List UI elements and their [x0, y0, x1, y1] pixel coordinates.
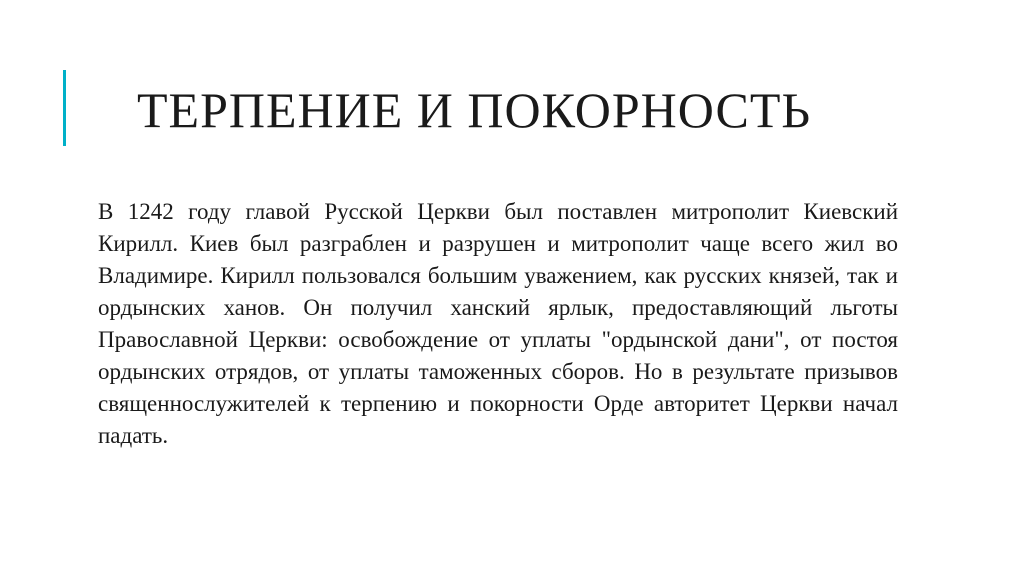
slide-title: ТЕРПЕНИЕ И ПОКОРНОСТЬ	[137, 82, 812, 138]
title-accent-bar	[63, 70, 66, 146]
slide-body-text: В 1242 году главой Русской Церкви был поставлен митрополит Киевский Кирилл. Киев был разграблен и разрушен и митрополит чаще всего жил во Владимире. Кирилл пользовался большим уважением, как русских князей, так и ордынских ханов. Он получил ханский ярлык, предоставляющий льготы Православной Церкви: освобождение от уплаты "ордынской дани", от постоя ордынских отрядов, от уплаты таможенных сборов. Но в результате призывов священнослужителей к терпению и покорности Орде авторитет Церкви начал падать.	[98, 199, 898, 448]
